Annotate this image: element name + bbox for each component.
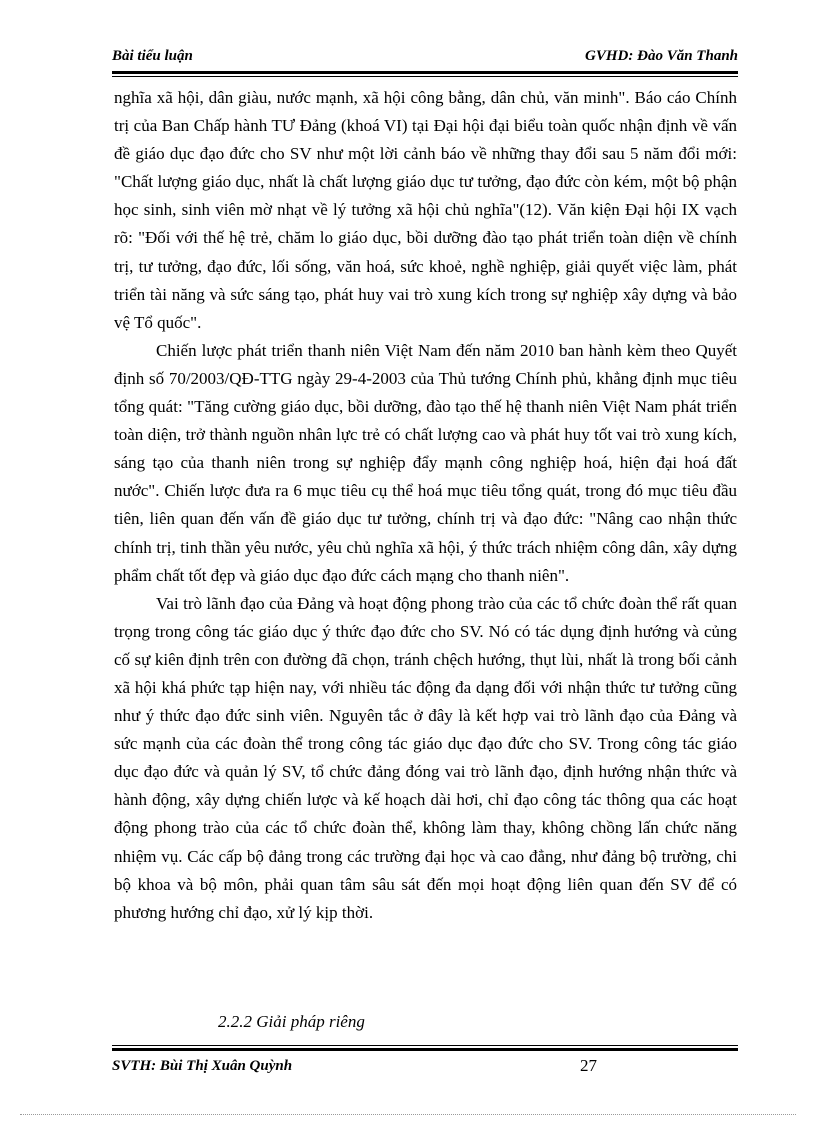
page-number: 27 [580, 1056, 597, 1075]
paragraph-1: nghĩa xã hội, dân giàu, nước mạnh, xã hội công bằng, dân chủ, văn minh". Báo cáo Chính trị của Ban Chấp hành TƯ Đảng (khoá VI) tại Đại hội đại biểu toàn quốc nhận định về vấn đề giáo dục đạo đức cho SV như một lời cảnh báo về những thay đổi sau 5 năm đổi mới: "Chất lượng giáo dục, nhất là chất lượng giáo dục tư tưởng, đạo đức còn kém, một bộ phận học sinh, sinh viên mờ nhạt về lý tưởng xã hội chủ nghĩa"(12). Văn kiện Đại hội IX vạch rõ: "Đối với thế hệ trẻ, chăm lo giáo dục, bồi dưỡng đào tạo phát triển toàn diện về chính trị, tư tưởng, đạo đức, lối sống, văn hoá, sức khoẻ, nghề nghiệp, giải quyết việc làm, phát triển tài năng và sức sáng tạo, phát huy vai trò xung kích trong sự nghiệp xây dựng và bảo vệ Tổ quốc". [114, 88, 737, 332]
header-rule-thick [112, 71, 738, 74]
section-subheading: 2.2.2 Giải pháp riêng [218, 1012, 365, 1031]
page-edge-divider [20, 1114, 796, 1115]
body-text [114, 84, 737, 927]
paragraph-3: Vai trò lãnh đạo của Đảng và hoạt động phong trào của các tổ chức đoàn thể rất quan trọng trong công tác giáo dục ý thức đạo đức cho SV. Nó có tác dụng định hướng và củng cố sự kiên định trên con đường đã chọn, tránh chệch hướng, thụt lùi, nhất là trong bối cảnh xã hội khá phức tạp hiện nay, với nhiều tác động đa dạng đối với nhận thức tư tưởng cũng như ý thức đạo đức sinh viên. Nguyên tắc ở đây là kết hợp vai trò lãnh đạo của Đảng và sức mạnh của các đoàn thể trong công tác giáo dục đạo đức cho SV. Trong công tác giáo dục đạo đức và quản lý SV, tổ chức đảng đóng vai trò lãnh đạo, định hướng nhận thức và hành động, xây dựng chiến lược và kế hoạch dài hơi, chỉ đạo công tác thông qua các hoạt động phong trào của các tổ chức đoàn thể, không làm thay, không chồng lấn chức năng nhiệm vụ. Các cấp bộ đảng trong các trường đại học và cao đẳng, như đảng bộ trường, chi bộ khoa và bộ môn, phải quan tâm sâu sát đến mọi hoạt động liên quan đến SV để có phương hướng chỉ đạo, xử lý kịp thời. [114, 593, 737, 922]
page-header [112, 46, 738, 70]
footer-student-name: SVTH: Bùi Thị Xuân Quỳnh [112, 1058, 293, 1074]
header-advisor: GVHD: Đào Văn Thanh [585, 48, 738, 64]
footer-rule-thin [112, 1045, 738, 1046]
page-footer [112, 1054, 738, 1078]
header-rule-thin [112, 76, 738, 77]
paragraph-2: Chiến lược phát triển thanh niên Việt Nam đến năm 2010 ban hành kèm theo Quyết định số 70/2003/QĐ-TTG ngày 29-4-2003 của Thủ tướng Chính phủ, khẳng định mục tiêu tổng quát: "Tăng cường giáo dục, bồi dưỡng, đào tạo thế hệ thanh niên Việt Nam phát triển toàn diện, trở thành nguồn nhân lực trẻ có chất lượng cao và phát huy tốt vai trò xung kích, sáng tạo của thanh niên trong sự nghiệp đẩy mạnh công nghiệp hoá, hiện đại hoá đất nước". Chiến lược đưa ra 6 mục tiêu cụ thể hoá mục tiêu tổng quát, trong đó mục tiêu đầu tiên, liên quan đến vấn đề giáo dục tư tưởng, chính trị và đạo đức: "Nâng cao nhận thức chính trị, tinh thần yêu nước, yêu chủ nghĩa xã hội, ý thức trách nhiệm công dân, xây dựng phẩm chất tốt đẹp và giáo dục đạo đức cách mạng cho thanh niên". [114, 340, 737, 585]
header-document-type: Bài tiểu luận [112, 48, 193, 64]
footer-rule-thick [112, 1048, 738, 1051]
